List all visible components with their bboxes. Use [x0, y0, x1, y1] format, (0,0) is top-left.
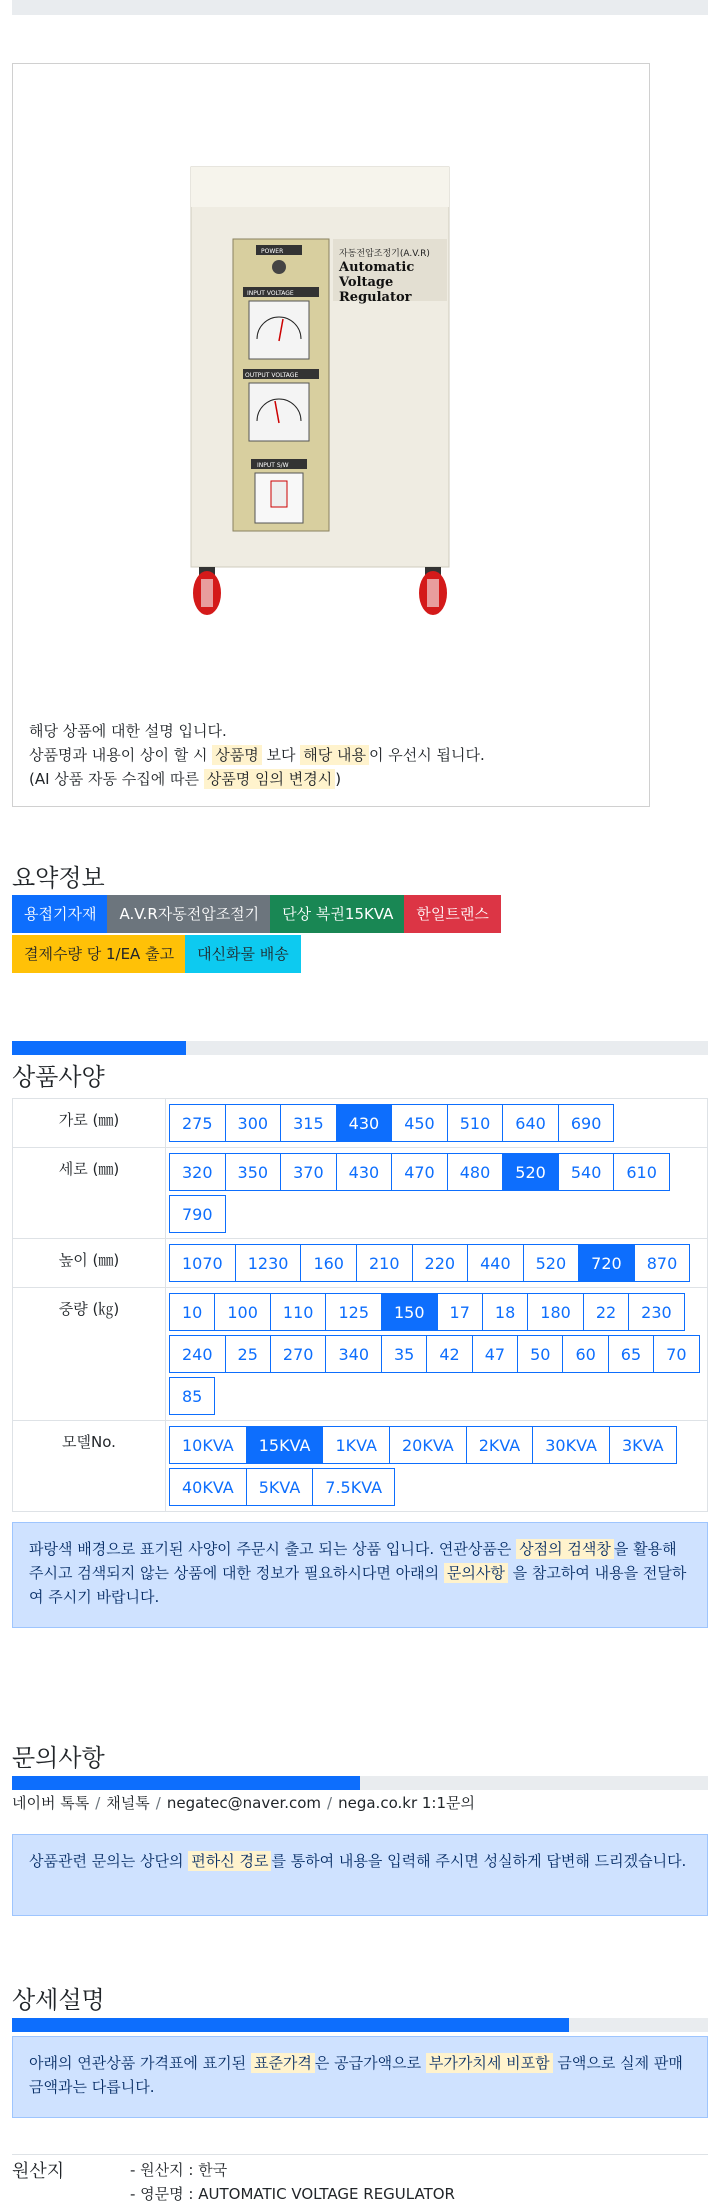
product-image: [171, 159, 471, 629]
highlight-standard-price: 표준가격: [251, 2053, 315, 2073]
spec-progress-bar: [12, 1041, 708, 1055]
option-weight-17[interactable]: 17: [437, 1293, 483, 1331]
option-weight-340[interactable]: 340: [325, 1335, 382, 1373]
spec-options-depth: [166, 1148, 708, 1239]
badge-spec[interactable]: 단상 복권15KVA: [270, 895, 405, 933]
contact-email[interactable]: negatec@naver.com: [166, 1794, 322, 1812]
option-model-7-5kva[interactable]: 7.5KVA: [312, 1468, 395, 1506]
badge-product-type[interactable]: A.V.R자동전압조절기: [107, 895, 271, 933]
highlight-inquiry: 문의사항: [444, 1563, 508, 1583]
spec-table: [12, 1098, 708, 1512]
option-depth-430[interactable]: 430: [336, 1153, 393, 1191]
origin-label: 원산지: [12, 2161, 65, 2182]
summary-badges: [12, 895, 552, 975]
spec-notice: 파랑색 배경으로 표기된 사양이 주문시 출고 되는 상품 입니다. 연관상품은 상점의 검색창 을 활용해 주시고 검색되지 않는 상품에 대한 정보가 필요하시다면 아래의 문의사항 을 참고하여 내용을 전달하여 주시기 바랍니다.: [12, 1522, 708, 1628]
spec-row-depth: [13, 1148, 708, 1239]
output-voltage-label: OUTPUT VOLTAGE: [245, 372, 299, 379]
option-weight-42[interactable]: 42: [426, 1335, 472, 1373]
option-weight-22[interactable]: 22: [583, 1293, 629, 1331]
badge-shipping[interactable]: 대신화물 배송: [185, 935, 301, 973]
option-weight-25[interactable]: 25: [225, 1335, 271, 1373]
option-model-5kva[interactable]: 5KVA: [246, 1468, 314, 1506]
spec-label-height: 높이 (㎜): [13, 1239, 166, 1288]
spec-options-height: [166, 1239, 708, 1288]
option-weight-240[interactable]: 240: [169, 1335, 226, 1373]
option-model-40kva[interactable]: 40KVA: [169, 1468, 247, 1506]
origin-values: [130, 2158, 455, 2206]
option-width-640[interactable]: 640: [502, 1104, 559, 1142]
description-line-1: 해당 상품에 대한 설명 입니다.: [29, 722, 227, 740]
option-height-520[interactable]: 520: [523, 1244, 580, 1282]
option-weight-35[interactable]: 35: [381, 1335, 427, 1373]
detail-progress-fill: [12, 2018, 569, 2032]
panel-label-2: Automatic: [339, 260, 415, 275]
option-depth-370[interactable]: 370: [280, 1153, 337, 1191]
option-width-275[interactable]: 275: [169, 1104, 226, 1142]
spec-row-height: [13, 1239, 708, 1288]
contact-links: 네이버 톡톡 / 채널톡 / negatec@naver.com / nega.co.kr 1:1문의: [12, 1794, 475, 1812]
spec-label-depth: 세로 (㎜): [13, 1148, 166, 1239]
option-depth-540[interactable]: 540: [558, 1153, 615, 1191]
option-depth-790[interactable]: 790: [169, 1195, 226, 1233]
spec-row-width: [13, 1099, 708, 1148]
option-weight-65[interactable]: 65: [608, 1335, 654, 1373]
option-model-15kva[interactable]: 15KVA: [246, 1426, 324, 1464]
spec-label-weight: 중량 (㎏): [13, 1288, 166, 1421]
option-model-2kva[interactable]: 2KVA: [466, 1426, 534, 1464]
option-weight-70[interactable]: 70: [653, 1335, 699, 1373]
option-height-870[interactable]: 870: [634, 1244, 691, 1282]
spec-label-width: 가로 (㎜): [13, 1099, 166, 1148]
contact-channel-talk[interactable]: 채널톡: [106, 1794, 150, 1812]
option-width-690[interactable]: 690: [558, 1104, 615, 1142]
option-depth-480[interactable]: 480: [447, 1153, 504, 1191]
option-depth-350[interactable]: 350: [225, 1153, 282, 1191]
option-weight-50[interactable]: 50: [517, 1335, 563, 1373]
spec-progress-fill: [12, 1041, 186, 1055]
spec-options-weight: [166, 1288, 708, 1421]
option-depth-520[interactable]: 520: [502, 1153, 559, 1191]
contact-naver-talk[interactable]: 네이버 톡톡: [12, 1794, 90, 1812]
power-label: POWER: [261, 248, 284, 255]
option-model-30kva[interactable]: 30KVA: [532, 1426, 610, 1464]
option-model-1kva[interactable]: 1KVA: [322, 1426, 390, 1464]
option-weight-270[interactable]: 270: [270, 1335, 327, 1373]
option-height-1230[interactable]: 1230: [235, 1244, 302, 1282]
option-width-450[interactable]: 450: [391, 1104, 448, 1142]
option-weight-47[interactable]: 47: [472, 1335, 518, 1373]
spec-row-weight: [13, 1288, 708, 1421]
panel-label-4: Regulator: [339, 290, 412, 305]
detail-progress-bar: [12, 2018, 708, 2032]
option-depth-470[interactable]: 470: [391, 1153, 448, 1191]
panel-label-3: Voltage: [339, 275, 394, 290]
highlight-content: 해당 내용: [300, 745, 369, 765]
spec-options-width: [166, 1099, 708, 1148]
option-width-510[interactable]: 510: [447, 1104, 504, 1142]
option-height-720[interactable]: 720: [578, 1244, 635, 1282]
spec-title: 상품사양: [12, 1063, 105, 1091]
option-width-430[interactable]: 430: [336, 1104, 393, 1142]
option-height-440[interactable]: 440: [467, 1244, 524, 1282]
spec-options-model: [166, 1421, 708, 1512]
option-weight-60[interactable]: 60: [562, 1335, 608, 1373]
option-model-3kva[interactable]: 3KVA: [609, 1426, 677, 1464]
highlight-product-name: 상품명: [212, 745, 261, 765]
option-weight-230[interactable]: 230: [628, 1293, 685, 1331]
origin-country: - 원산지 : 한국: [130, 2161, 228, 2179]
badge-maker[interactable]: 한일트랜스: [404, 895, 500, 933]
description-line-3: (AI 상품 자동 수집에 따른 상품명 임의 변경시 ): [29, 770, 342, 788]
option-weight-100[interactable]: 100: [214, 1293, 271, 1331]
option-weight-10[interactable]: 10: [169, 1293, 215, 1331]
option-height-210[interactable]: 210: [356, 1244, 413, 1282]
option-width-315[interactable]: 315: [280, 1104, 337, 1142]
product-description: [29, 719, 485, 791]
highlight-contact-route: 편하신 경로: [188, 1851, 271, 1871]
inquiry-progress-fill: [12, 1776, 360, 1790]
option-weight-85[interactable]: 85: [169, 1377, 215, 1415]
highlight-vat-excluded: 부가가치세 비포함: [426, 2053, 553, 2073]
badge-order-unit[interactable]: 결제수량 당 1/EA 출고: [12, 935, 186, 973]
option-weight-180[interactable]: 180: [527, 1293, 584, 1331]
option-depth-320[interactable]: 320: [169, 1153, 226, 1191]
input-voltage-label: INPUT VOLTAGE: [247, 290, 294, 297]
option-height-1070[interactable]: 1070: [169, 1244, 236, 1282]
badge-category[interactable]: 용접기자재: [12, 895, 108, 933]
origin-divider: [12, 2154, 708, 2155]
option-weight-18[interactable]: 18: [482, 1293, 528, 1331]
panel-label-1: 자동전압조정기(A.V.R): [339, 249, 430, 259]
option-height-160[interactable]: 160: [300, 1244, 357, 1282]
inquiry-notice: 상품관련 문의는 상단의 편하신 경로 를 통하여 내용을 입력해 주시면 성실하게 답변해 드리겠습니다.: [12, 1834, 708, 1916]
detail-notice: 아래의 연관상품 가격표에 표기된 표준가격 은 공급가액으로 부가가치세 비포함 금액으로 실제 판매금액과는 다릅니다.: [12, 2036, 708, 2118]
detail-title: 상세설명: [12, 1986, 105, 2014]
option-width-300[interactable]: 300: [225, 1104, 282, 1142]
contact-site-inquiry[interactable]: nega.co.kr 1:1문의: [338, 1794, 475, 1812]
option-model-10kva[interactable]: 10KVA: [169, 1426, 247, 1464]
origin-english-name: - 영문명 : AUTOMATIC VOLTAGE REGULATOR: [130, 2185, 455, 2203]
option-model-20kva[interactable]: 20KVA: [389, 1426, 467, 1464]
top-divider: [12, 0, 708, 15]
description-line-2: 상품명과 내용이 상이 할 시 상품명 보다 해당 내용 이 우선시 됩니다.: [29, 746, 485, 764]
option-depth-610[interactable]: 610: [613, 1153, 670, 1191]
spec-row-model: [13, 1421, 708, 1512]
option-weight-150[interactable]: 150: [381, 1293, 438, 1331]
option-weight-110[interactable]: 110: [270, 1293, 327, 1331]
highlight-name-change: 상품명 임의 변경시: [204, 769, 335, 789]
option-weight-125[interactable]: 125: [325, 1293, 382, 1331]
spec-label-model: 모델No.: [13, 1421, 166, 1512]
inquiry-progress-bar: [12, 1776, 708, 1790]
highlight-store-search: 상점의 검색창: [516, 1539, 614, 1559]
option-height-220[interactable]: 220: [412, 1244, 469, 1282]
product-image-box: [12, 63, 650, 807]
input-sw-label: INPUT S/W: [257, 462, 289, 469]
inquiry-title: 문의사항: [12, 1744, 105, 1772]
summary-title: 요약정보: [12, 864, 105, 892]
